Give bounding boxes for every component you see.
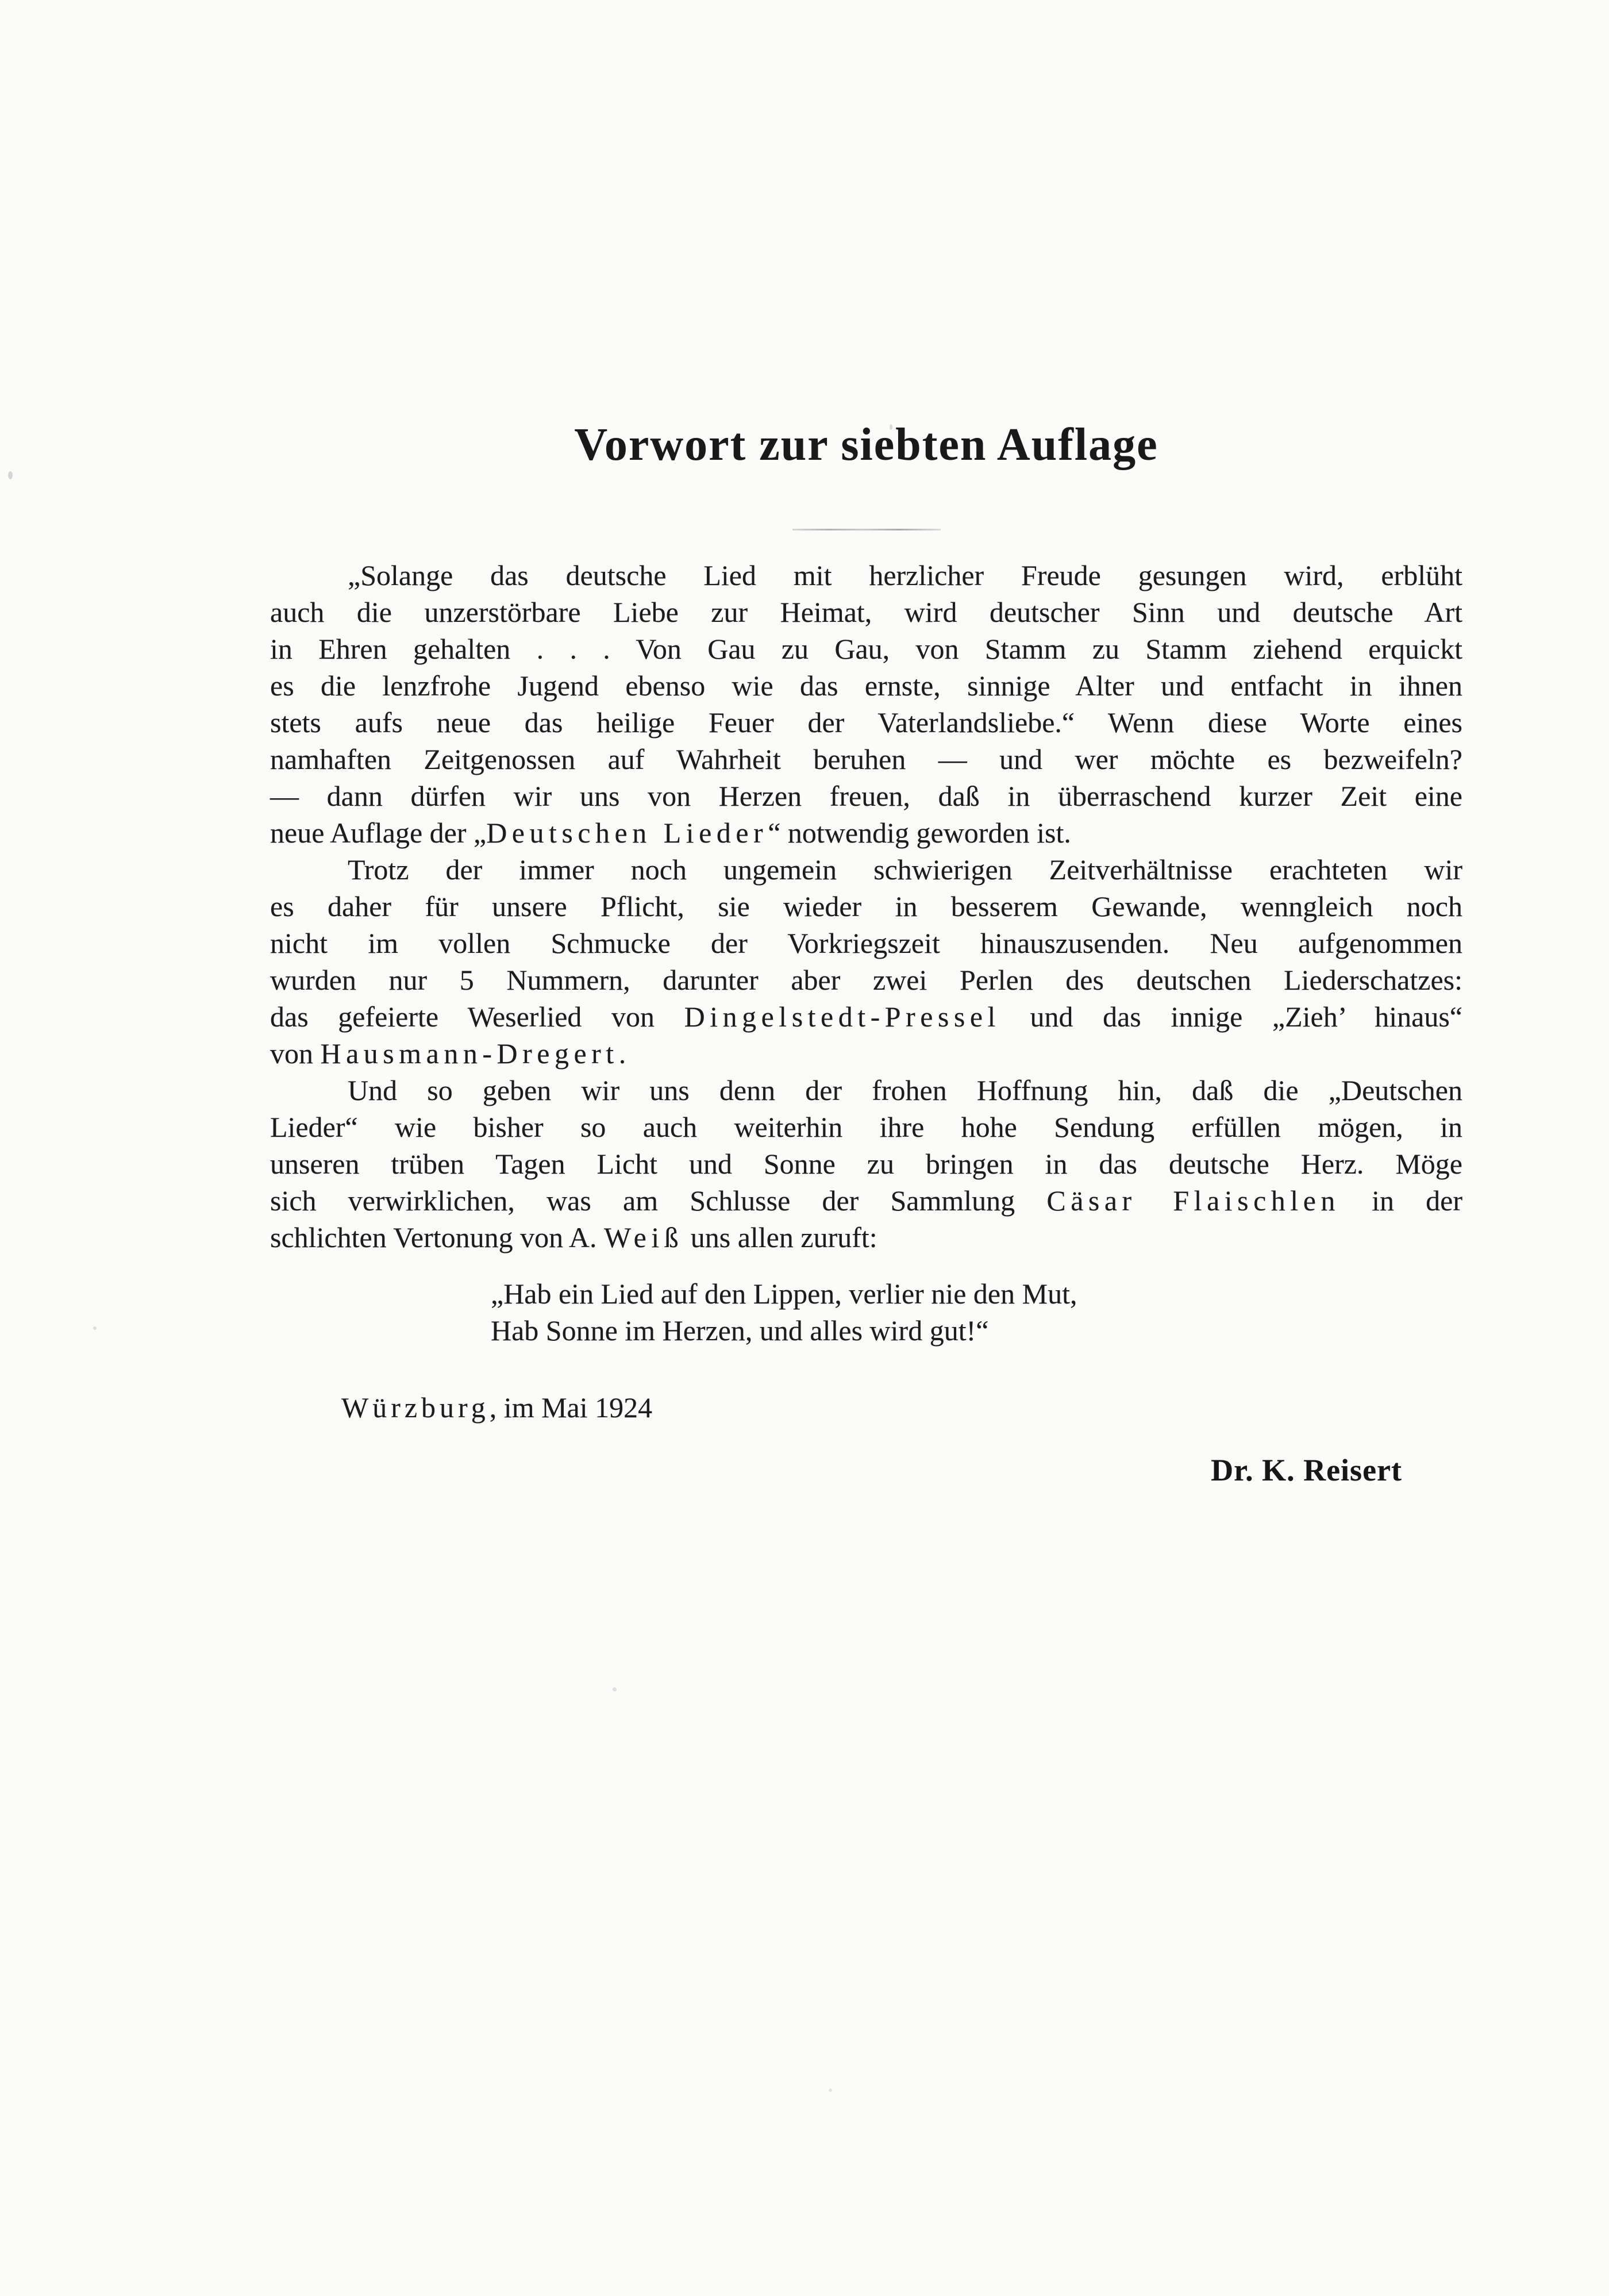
letterspaced-name: Weiß — [603, 1221, 684, 1253]
text-line — [270, 1035, 1462, 1072]
text-line — [270, 998, 1462, 1035]
title-divider-rule — [792, 529, 941, 530]
dateline — [341, 1389, 1462, 1426]
text-line — [270, 1109, 1462, 1145]
text-line — [270, 962, 1462, 998]
verse-line: „Hab ein Lied auf den Lippen, verlier nie den Mut, — [491, 1278, 1077, 1310]
text-segment: von — [270, 1037, 321, 1070]
text-line — [270, 888, 1462, 925]
dateline-place: Würzburg — [341, 1391, 490, 1424]
text-segment: und das innige „Zieh’ hinaus“ — [1000, 1001, 1462, 1033]
letterspaced-name: Hausmann-Dregert — [320, 1037, 619, 1070]
page-content — [270, 0, 1462, 1488]
text-segment: nicht im vollen Schmucke der Vorkriegszeit hinauszusenden. Neu aufgenommen — [270, 927, 1462, 959]
scan-speck — [613, 1687, 617, 1691]
text-segment: unseren trüben Tagen Licht und Sonne zu bringen in das deutsche Herz. Möge — [270, 1148, 1462, 1180]
text-line — [270, 630, 1462, 667]
text-segment: sich verwirklichen, was am Schlusse der Sammlung — [270, 1184, 1047, 1217]
text-line — [270, 741, 1462, 778]
scan-speck — [93, 1326, 97, 1330]
letterspaced-name: Dingelstedt-Pressel — [684, 1001, 1000, 1033]
letterspaced-name: Deutschen Lieder — [486, 817, 768, 849]
dateline-rest: , im Mai 1924 — [489, 1391, 653, 1424]
text-segment: Lieder“ wie bisher so auch weiterhin ihre hohe Sendung erfüllen mögen, in — [270, 1111, 1462, 1143]
text-segment: neue Auflage der „ — [270, 817, 487, 849]
letterspaced-name: Cäsar Flaischlen — [1046, 1184, 1340, 1217]
text-segment: auch die unzerstörbare Liebe zur Heimat, wird deutscher Sinn und deutsche Art — [270, 596, 1462, 628]
text-line — [270, 594, 1462, 630]
text-line — [270, 557, 1462, 594]
text-line — [270, 851, 1462, 888]
scan-speck — [8, 471, 13, 479]
text-line — [270, 814, 1462, 851]
scan-speck — [829, 2089, 832, 2092]
text-segment: in Ehren gehalten . . . Von Gau zu Gau, von Stamm zu Stamm ziehend erquickt — [270, 633, 1462, 665]
text-segment: schlichten Vertonung von A. — [270, 1221, 604, 1253]
verse-quote — [491, 1275, 1462, 1349]
text-segment: es daher für unsere Pflicht, sie wieder in besserem Gewande, wenngleich noch — [270, 890, 1462, 922]
text-segment: es die lenzfrohe Jugend ebenso wie das ernste, sinnige Alter und entfacht in ihnen — [270, 670, 1462, 702]
signature: Dr. K. Reisert — [1211, 1453, 1402, 1487]
text-segment: — dann dürfen wir uns von Herzen freuen, daß in überraschend kurzer Zeit eine — [270, 780, 1462, 812]
text-segment: Und so geben wir uns denn der frohen Hoffnung hin, daß die „Deutschen — [348, 1074, 1462, 1106]
text-segment: Trotz der immer noch ungemein schwierigen Zeitverhältnisse erachteten wir — [348, 853, 1462, 886]
scan-speck — [890, 424, 892, 430]
page-title: Vorwort zur siebten Auflage — [574, 420, 1158, 470]
text-line — [270, 1182, 1462, 1219]
text-segment: “ notwendig geworden ist. — [768, 817, 1071, 849]
text-segment: uns allen zuruft: — [683, 1221, 877, 1253]
text-segment: namhaften Zeitgenossen auf Wahrheit beruhen — und wer möchte es bezweifeln? — [270, 743, 1462, 775]
text-segment: „Solange das deutsche Lied mit herzlicher Freude gesungen wird, erblüht — [348, 559, 1462, 591]
text-line — [270, 778, 1462, 814]
text-segment: stets aufs neue das heilige Feuer der Vaterlandsliebe.“ Wenn diese Worte eines — [270, 706, 1462, 739]
text-segment: das gefeierte Weserlied von — [270, 1001, 684, 1033]
text-segment: wurden nur 5 Nummern, darunter aber zwei Perlen des deutschen Liederschatzes: — [270, 964, 1462, 996]
text-line — [270, 667, 1462, 704]
text-line — [270, 1145, 1462, 1182]
text-line — [270, 704, 1462, 741]
text-line — [270, 1219, 1462, 1256]
text-line — [270, 1072, 1462, 1109]
text-segment: in der — [1339, 1184, 1462, 1217]
text-line — [270, 925, 1462, 962]
preface-body — [270, 557, 1462, 1256]
text-segment: . — [618, 1037, 626, 1070]
verse-line: Hab Sonne im Herzen, und alles wird gut!“ — [491, 1314, 989, 1347]
